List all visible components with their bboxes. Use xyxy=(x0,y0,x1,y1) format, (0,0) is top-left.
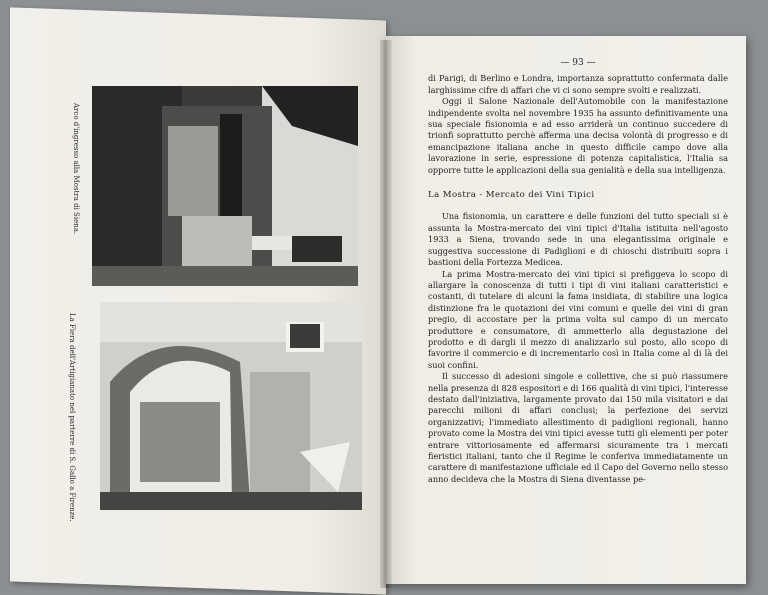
paragraph: Oggi il Salone Nazionale dell'Automobile con la manifestazione indipendente svolta nel novembre 1935 ha assunto definitivamente una sua speciale fisionomia e ad esso arriderà un continuo succedere di trionfi soprattutto perchè afferma una decisa volontà di progresso e di emancipazione italiana anche in questo difficile campo dove alla lavorazione in serie, espressione di potenza capitalistica, l'Italia sa opporre tutte le applicazioni della sua genialità e della sua intelligenza. xyxy=(428,96,728,175)
paragraph: di Parigi, di Berlino e Londra, importanza soprattutto confermata dalle larghissime cifre di affari che vi ci sono sempre svolti e realizzati. xyxy=(428,73,728,95)
caption-bottom-photo: La Fiera dell'Artigianato nel parterre di S. Gallo a Firenze. xyxy=(68,313,76,522)
book-gutter xyxy=(380,40,392,588)
page-number: — 93 — xyxy=(560,58,596,68)
right-page-text xyxy=(428,58,728,485)
section-heading: La Mostra - Mercato dei Vini Tipici xyxy=(428,190,595,201)
paragraph: La prima Mostra-mercato dei vini tipici si prefiggeva lo scopo di allargare la conoscenza di tutti i tipi di vini italiani caratteristici e costanti, di tutelare di alcuni la fama insidiata, di stabilire una logica distinzione fra le quotazioni dei vini comuni e quelle dei vini di gran pregio, di accostare per la prima volta sul campo di un mercato produttore e consumatore, di ammetterlo alla degustazione del prodotto e di dargli il mezzo di analizzarlo sul posto, allo scopo di favorire il commercio e di incrementarlo così in Italia come al di là dei suoi confini. xyxy=(428,268,728,370)
caption-top-photo: Arco d'ingresso alla Mostra di Siena. xyxy=(72,103,80,235)
paragraph: Il successo di adesioni singole e collettive, che si può riassumere nella presenza di 828 espositori e di 166 qualità di vini tipici, l'interesse destato dall'iniziativa, largamente provato dai 150 mila visitatori e dai parecchi milioni di affari conclusi; la perfezione dei servizi organizzativi; l'immediato allestimento di padiglioni regionali, hanno provato come la Mostra dei vini tipici avesse tutti gli elementi per poter entrare vittoriosamente ed affermarsi sicuramente tra i mercati fieristici italiani, tanto che il Regime le conferiva immediatamente un carattere di manifestazione ufficiale ed il Capo del Governo nello stesso anno decideva che la Mostra di Siena diventasse pe- xyxy=(428,371,728,484)
photo-arch-entrance xyxy=(92,86,358,286)
photo-artisan-fair xyxy=(100,302,362,510)
paragraph: Una fisionomia, un carattere e delle funzioni del tutto speciali si è assunta la Mostra-mercato dei vini tipici d'Italia istituita nell'agosto 1933 a Siena, trovando sede in una elegantissima originale e suggestiva successione di Padiglioni e di chioschi distribuiti sopra i bastioni della Fortezza Medicea. xyxy=(428,211,728,268)
